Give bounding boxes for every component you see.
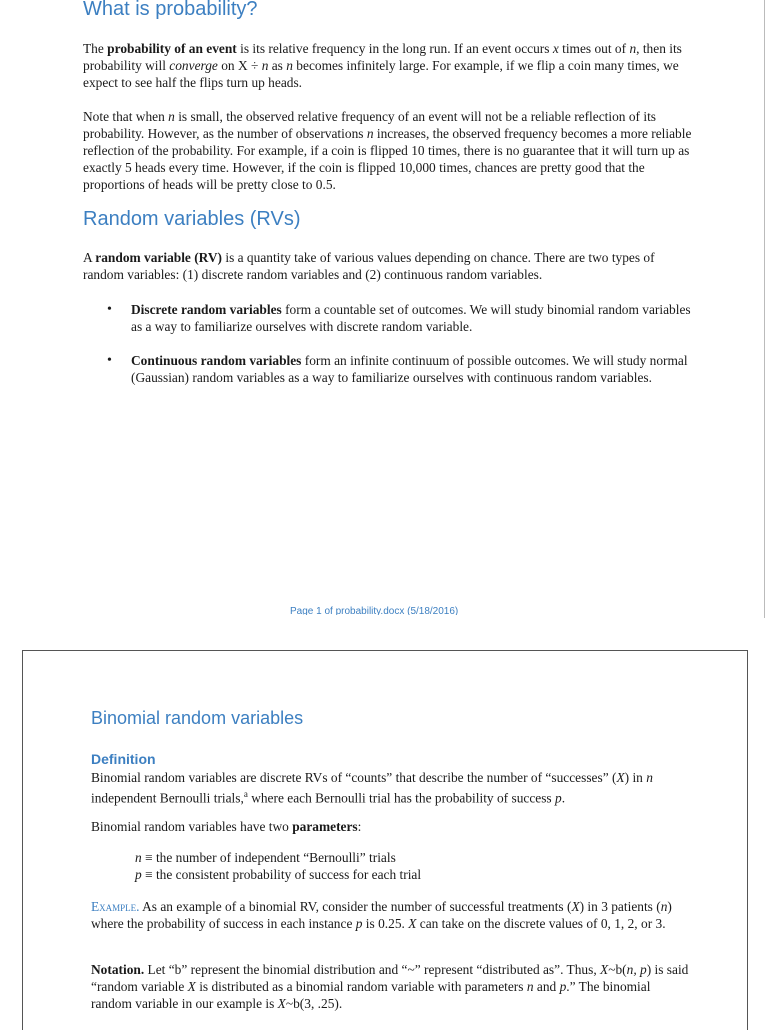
example-label: Example.: [91, 899, 140, 914]
document-page-2: [22, 650, 748, 1030]
parameter-n-definition: n ≡ the number of independent “Bernoulli” trials: [135, 850, 396, 865]
paragraph-random-variable-definition: A random variable (RV) is a quantity take of various values depending on chance. There are two types of random variables: (1) discrete random variables and (2) continuous random variables.: [83, 250, 655, 282]
page-edge: [764, 0, 765, 618]
paragraph-small-n-note: Note that when n is small, the observed relative frequency of an event will not be a reliable reflection of its probability. However, as the number of observations n increases, the observed frequency becomes a more reliable reflection of the probability. For example, if a coin is flipped 10 times, there is no guarantee that it will turn up as exactly 5 heads every time. However, if the coin is flipped 10,000 times, chances are pretty good that the proportions of heads will be pretty close to 0.5.: [83, 109, 692, 192]
list-item-continuous: [107, 352, 697, 404]
paragraph-notation: Notation. Let “b” represent the binomial distribution and “~” represent “distributed as”. Thus, X~b(n, p) is said “random variable X is distributed as a binomial random variable with parameters n and p.” The binomial random variable in our example is X~b(3, .25).: [91, 962, 689, 1011]
paragraph-parameters-intro: Binomial random variables have two parameters:: [91, 819, 362, 834]
subheading-definition: Definition: [91, 751, 156, 767]
heading-what-is-probability: What is probability?: [83, 0, 258, 20]
bullet-text: Continuous random variables form an infinite continuum of possible outcomes. We will study normal (Gaussian) random variables as a way to familiarize ourselves with continuous random variables.: [131, 353, 688, 385]
heading-binomial-random-variables: Binomial random variables: [91, 708, 304, 728]
page-footer: Page 1 of probability.docx (5/18/2016): [290, 606, 459, 615]
paragraph-binomial-definition: Binomial random variables are discrete RVs of “counts” that describe the number of “successes” (X) in n independent Bernoulli trials,$^a$ where each Bernoulli trial has the probability of success p.: [91, 770, 653, 806]
parameter-p-definition: p ≡ the consistent probability of success for each trial: [135, 867, 422, 882]
paragraph-probability-definition: The probability of an event is its relative frequency in the long run. If an event occurs x times out of n, then its probability will converge on X ÷ n as n becomes infinitely large. For example, if we flip a coin many times, we expect to see half the flips turn up heads.: [83, 41, 682, 90]
bullet-glyph: •: [107, 353, 112, 368]
paragraph-example: Example. As an example of a binomial RV, consider the number of successful treatments (X) in 3 patients (n) where the probability of success in each instance p is 0.25. X can take on the discrete values of 0, 1, 2, or 3.: [91, 899, 672, 931]
bullet-text: Discrete random variables form a countable set of outcomes. We will study binomial random variables as a way to familiarize ourselves with discrete random variable.: [131, 302, 691, 334]
heading-random-variables: Random variables (RVs): [83, 208, 301, 230]
list-item-discrete: [107, 301, 697, 335]
bullet-glyph: •: [107, 302, 112, 317]
